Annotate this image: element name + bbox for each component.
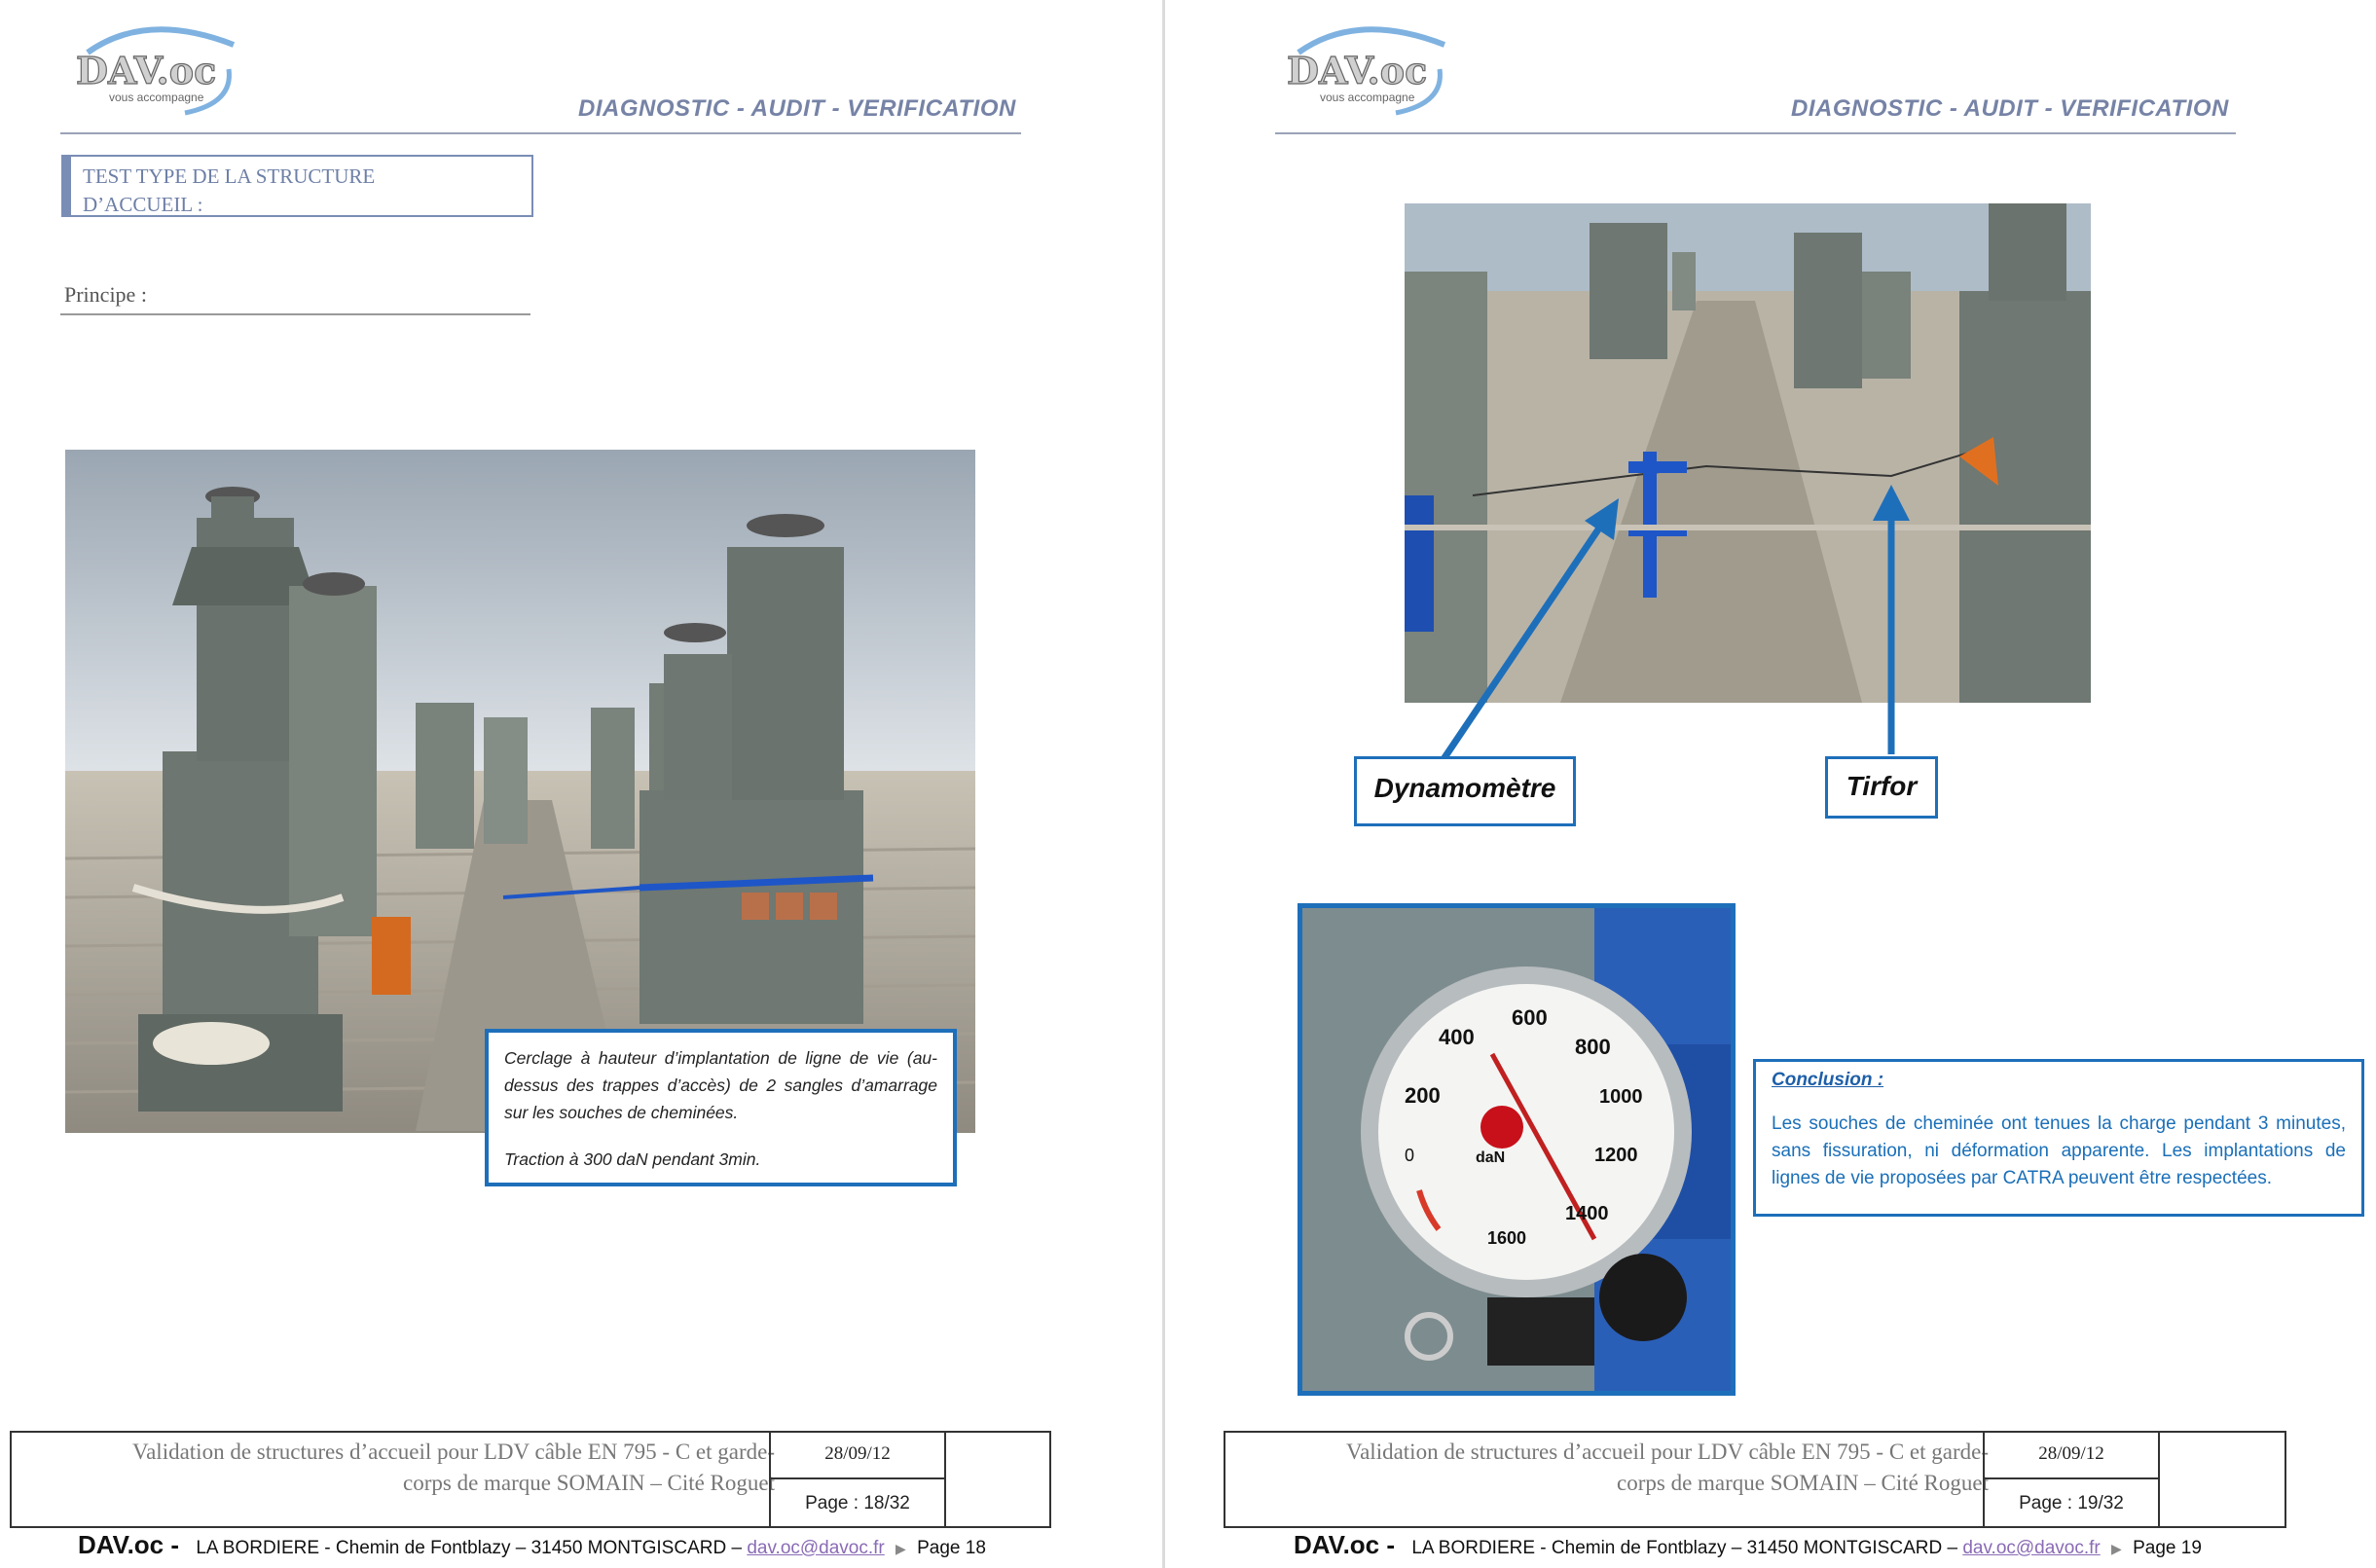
- svg-text:DAV.oc: DAV.oc: [1287, 49, 1428, 92]
- footer-empty-cell: [2158, 1433, 2160, 1526]
- section-title-box: [61, 155, 533, 217]
- principe-rule: [60, 313, 530, 315]
- principe-label: Principe :: [64, 282, 147, 307]
- svg-text:1000: 1000: [1599, 1086, 1643, 1108]
- tirfor-label: Tirfor: [1825, 756, 1938, 819]
- conclusion-text: Les souches de cheminée ont tenues la charge pendant 3 minutes, sans fissuration, ni déformation apparente. Les implantations de lignes de vie proposées par CATRA peuvent être respectées.: [1772, 1113, 2346, 1188]
- arrow-to-dynamometer-icon: [1341, 467, 1731, 779]
- header-rule: [1275, 132, 2236, 134]
- footer-date: 28/09/12: [769, 1433, 944, 1479]
- header-title: DIAGNOSTIC - AUDIT - VERIFICATION: [578, 95, 1016, 122]
- footer-doc-title-line2: corps de marque SOMAIN – Cité Roguet: [403, 1471, 775, 1495]
- svg-text:vous accompagne: vous accompagne: [1320, 91, 1415, 104]
- address-line: [1294, 1530, 2202, 1560]
- arrow-to-tirfor-icon: [1863, 477, 1921, 759]
- svg-text:1200: 1200: [1594, 1145, 1638, 1166]
- svg-text:1400: 1400: [1565, 1203, 1609, 1224]
- footer-table: [10, 1431, 1051, 1528]
- svg-text:DAV.oc: DAV.oc: [76, 49, 217, 92]
- svg-text:800: 800: [1575, 1035, 1611, 1059]
- triangle-icon: ▶: [896, 1541, 906, 1556]
- footer-address: LA BORDIERE - Chemin de Fontblazy – 31450 MONTGISCARD –: [196, 1538, 743, 1558]
- caption-paragraph-1: Cerclage à hauteur d’implantation de ligne de vie (au-dessus des trappes d’accès) de 2 sangles d’amarrage sur les souches de cheminées.: [504, 1048, 937, 1122]
- footer-email-link[interactable]: dav.oc@davoc.fr: [747, 1538, 885, 1558]
- footer-page-count: Page : 19/32: [1983, 1479, 2158, 1526]
- header-title: DIAGNOSTIC - AUDIT - VERIFICATION: [1791, 95, 2229, 122]
- footer-empty-cell: [944, 1433, 946, 1526]
- photo-caption-box: [485, 1029, 957, 1186]
- footer-doc-title-line2: corps de marque SOMAIN – Cité Roguet: [1617, 1471, 1989, 1495]
- dynamometer-gauge-photo: [1298, 903, 1736, 1396]
- footer-brand: DAV.oc -: [1294, 1530, 1396, 1559]
- section-title-line2: D’ACCUEIL :: [83, 193, 203, 216]
- svg-text:0: 0: [1405, 1146, 1415, 1165]
- footer-doc-title: [12, 1433, 781, 1526]
- address-line: [78, 1530, 986, 1560]
- footer-brand: DAV.oc -: [78, 1530, 180, 1559]
- svg-text:400: 400: [1439, 1025, 1475, 1049]
- footer-table: [1224, 1431, 2286, 1528]
- section-title-line1: TEST TYPE DE LA STRUCTURE: [83, 164, 376, 188]
- svg-text:600: 600: [1512, 1005, 1548, 1030]
- footer-email-link[interactable]: dav.oc@davoc.fr: [1962, 1538, 2101, 1558]
- triangle-icon: ▶: [2111, 1541, 2122, 1556]
- davoc-logo: [1279, 16, 1449, 121]
- svg-text:200: 200: [1405, 1083, 1441, 1108]
- footer-page-number: Page 18: [917, 1538, 986, 1558]
- svg-text:1600: 1600: [1487, 1228, 1527, 1248]
- conclusion-title: Conclusion :: [1772, 1070, 1884, 1090]
- footer-doc-title: [1225, 1433, 1994, 1526]
- caption-paragraph-2: Traction à 300 daN pendant 3min.: [504, 1149, 761, 1169]
- left-page: [0, 0, 1162, 1568]
- gauge-unit-label: daN: [1476, 1149, 1506, 1166]
- davoc-logo: [68, 16, 238, 121]
- conclusion-box: [1753, 1059, 2364, 1217]
- footer-page-count: Page : 18/32: [769, 1479, 944, 1526]
- dynamometre-label: Dynamomètre: [1354, 756, 1576, 826]
- svg-text:vous accompagne: vous accompagne: [109, 91, 204, 104]
- footer-page-number: Page 19: [2133, 1538, 2202, 1558]
- footer-doc-title-line1: Validation de structures d’accueil pour LDV câble EN 795 - C et garde-: [132, 1440, 775, 1464]
- footer-address: LA BORDIERE - Chemin de Fontblazy – 31450 MONTGISCARD –: [1411, 1538, 1958, 1558]
- right-page: [1166, 0, 2376, 1568]
- footer-doc-title-line1: Validation de structures d’accueil pour LDV câble EN 795 - C et garde-: [1346, 1440, 1989, 1464]
- page-divider: [1162, 0, 1165, 1568]
- footer-date: 28/09/12: [1983, 1433, 2158, 1479]
- header-rule: [60, 132, 1021, 134]
